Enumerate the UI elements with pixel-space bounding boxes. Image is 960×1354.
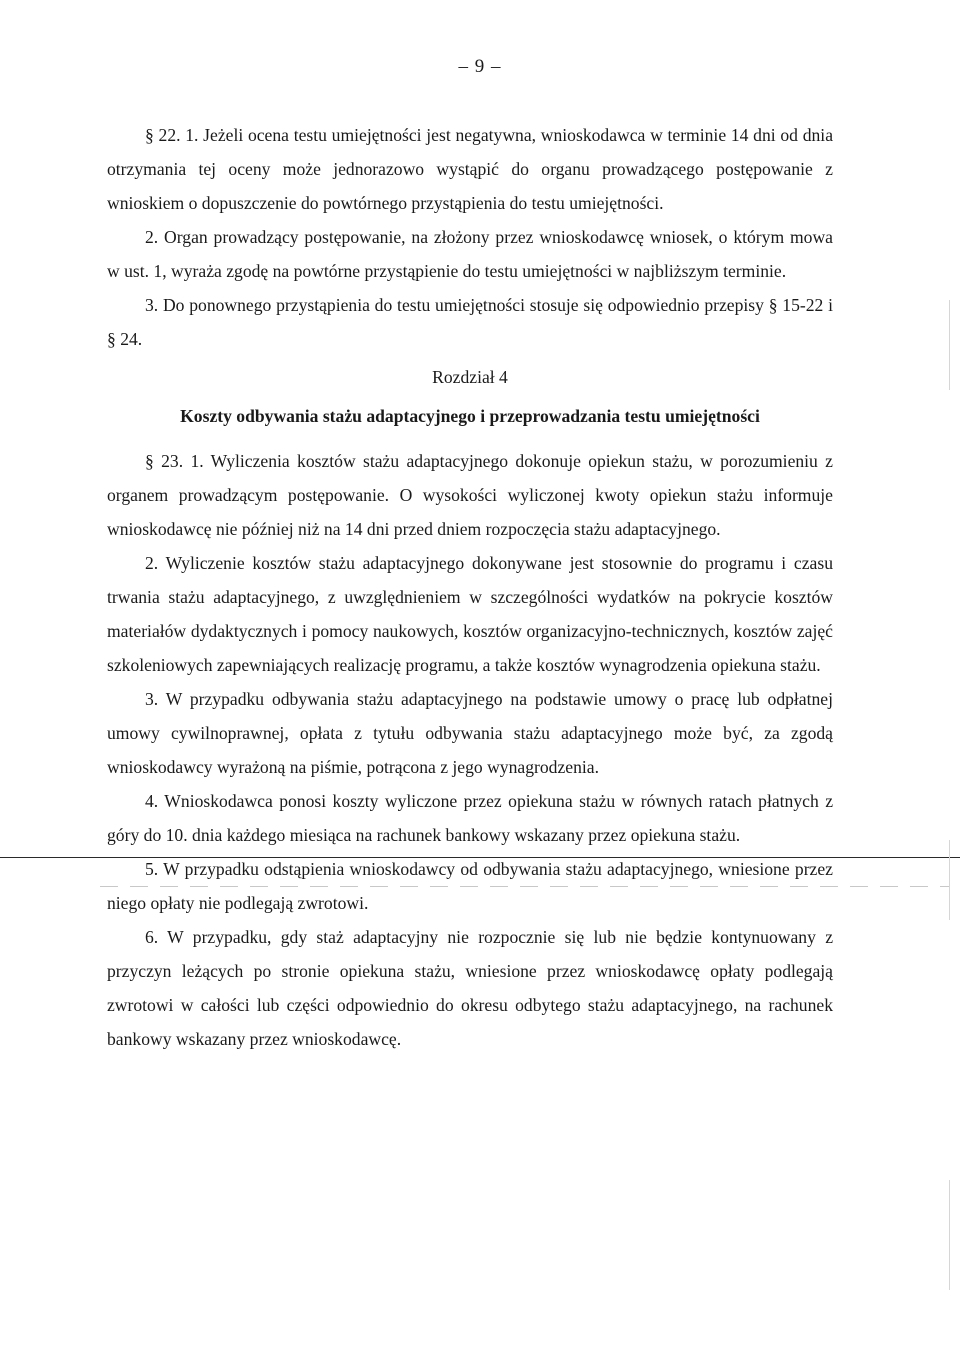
- scan-edge-mark: [949, 300, 950, 390]
- paragraph-23-3: 3. W przypadku odbywania stażu adaptacyjnego na podstawie umowy o pracę lub odpłatnej umowy cywilnoprawnej, opłata z tytułu odbywania stażu adaptacyjnego może być, za zgodą wnioskodawcy wyrażoną na piśmie, potrącona z jego wynagrodzenia.: [107, 689, 833, 777]
- paragraph-23-2: 2. Wyliczenie kosztów stażu adaptacyjnego dokonywane jest stosownie do programu i czasu trwania stażu adaptacyjnego, z uwzględnieniem w szczególności wydatków na pokrycie kosztów materiałów dydaktycznych i pomocy naukowych, kosztów organizacyjno-technicznych, kosztów zajęć szkoleniowych zapewniających realizację programu, a także kosztów wynagrodzenia opiekuna stażu.: [107, 553, 833, 675]
- chapter-label: Rozdział 4: [432, 367, 508, 387]
- paragraph-23-5: 5. W przypadku odstąpienia wnioskodawcy od odbywania stażu adaptacyjnego, wniesione przez niego opłaty nie podlegają zwrotowi.: [107, 859, 833, 913]
- scan-edge-mark: [949, 840, 950, 920]
- chapter-title: Koszty odbywania stażu adaptacyjnego i przeprowadzania testu umiejętności: [180, 406, 760, 426]
- paragraph-23-4: 4. Wnioskodawca ponosi koszty wyliczone przez opiekuna stażu w równych ratach płatnych z góry do 10. dnia każdego miesiąca na rachunek bankowy wskazany przez opiekuna stażu.: [107, 791, 833, 845]
- paragraph-22-2: 2. Organ prowadzący postępowanie, na złożony przez wnioskodawcę wniosek, o którym mowa w ust. 1, wyraża zgodę na powtórne przystąpienie do testu umiejętności w najbliższym terminie.: [107, 227, 833, 281]
- paragraph-23-6: 6. W przypadku, gdy staż adaptacyjny nie rozpocznie się lub nie będzie kontynuowany z przyczyn leżących po stronie opiekuna stażu, wniesione przez wnioskodawcę opłaty podlegają zwrotowi w całości lub części odpowiednio do okresu odbytego stażu adaptacyjnego, na rachunek bankowy wskazany przez wnioskodawcę.: [107, 927, 833, 1049]
- scan-fold-line: [0, 857, 960, 858]
- scan-artifact-dashes: [100, 886, 950, 887]
- scan-edge-mark: [949, 1180, 950, 1290]
- page-number: – 9 –: [458, 56, 502, 77]
- paragraph-23-1: § 23. 1. Wyliczenia kosztów stażu adaptacyjnego dokonuje opiekun stażu, w porozumieniu z organem prowadzącym postępowanie. O wysokości wyliczonej kwoty opiekun stażu informuje wnioskodawcę nie później niż na 14 dni przed dniem rozpoczęcia stażu adaptacyjnego.: [107, 451, 833, 539]
- paragraph-22-3: 3. Do ponownego przystąpienia do testu umiejętności stosuje się odpowiednio przepisy § 15-22 i § 24.: [107, 295, 833, 349]
- document-body: [107, 118, 833, 1056]
- paragraph-22-1: § 22. 1. Jeżeli ocena testu umiejętności jest negatywna, wnioskodawca w terminie 14 dni od dnia otrzymania tej oceny może jednorazowo wystąpić do organu prowadzącego postępowanie z wnioskiem o dopuszczenie do powtórnego przystąpienia do testu umiejętności.: [107, 125, 833, 213]
